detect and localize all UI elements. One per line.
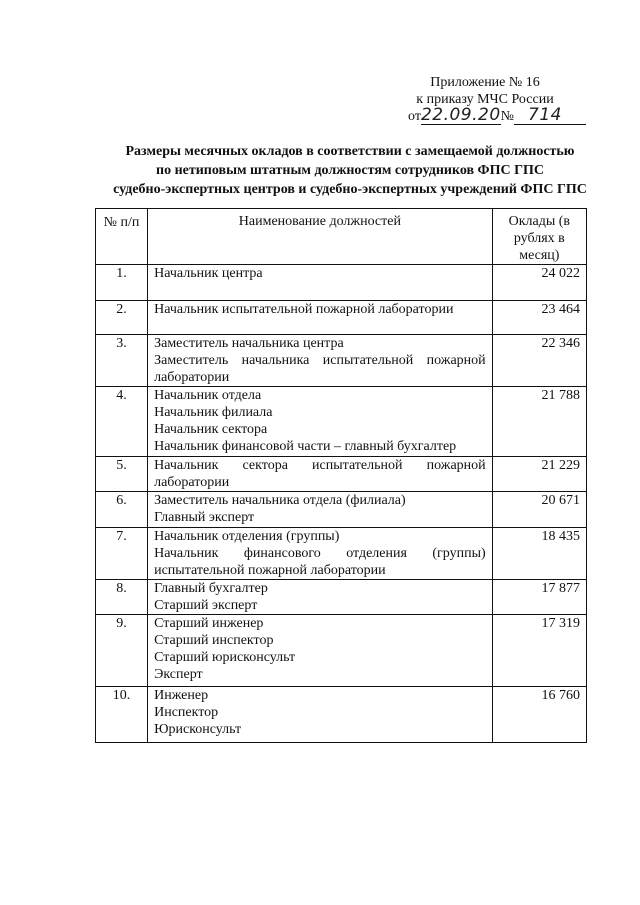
table-row	[96, 387, 587, 457]
row-number: 10.	[96, 687, 148, 743]
header-position-name: Наименование должностей	[148, 209, 493, 265]
row-salary: 18 435	[492, 528, 586, 580]
position-name: Старший инженер	[154, 616, 264, 631]
date-prefix: от	[408, 109, 421, 124]
row-number: 7.	[96, 528, 148, 580]
row-salary: 17 877	[492, 580, 586, 615]
table-row	[96, 687, 587, 743]
handwritten-order-number: 714	[528, 105, 562, 125]
row-positions	[148, 528, 493, 580]
row-number: 4.	[96, 387, 148, 457]
table-row	[96, 457, 587, 492]
row-positions	[148, 492, 493, 528]
row-positions	[148, 457, 493, 492]
document-title	[70, 142, 630, 199]
position-name: Начальник отделения (группы)	[154, 529, 340, 544]
position-name: Главный эксперт	[154, 510, 255, 525]
position-name: Начальник финансового отделения (группы) испытательной пожарной лаборатории	[154, 546, 486, 578]
table-row	[96, 335, 587, 387]
row-positions	[148, 301, 493, 335]
row-number: 2.	[96, 301, 148, 335]
row-positions	[148, 387, 493, 457]
position-name: Начальник финансовой части – главный бухгалтер	[154, 439, 457, 454]
row-number: 1.	[96, 265, 148, 301]
position-name: Инженер	[154, 688, 209, 703]
row-salary: 22 346	[492, 335, 586, 387]
position-name: Начальник сектора испытательной пожарной лаборатории	[154, 458, 486, 490]
appendix-line-1: Приложение № 16	[430, 75, 540, 90]
row-positions	[148, 687, 493, 743]
table-row	[96, 301, 587, 335]
row-salary: 20 671	[492, 492, 586, 528]
position-name: Юрисконсульт	[154, 722, 242, 737]
row-number: 3.	[96, 335, 148, 387]
table-header-row	[96, 209, 587, 265]
row-number: 6.	[96, 492, 148, 528]
table-row	[96, 528, 587, 580]
position-name: Заместитель начальника отдела (филиала)	[154, 493, 406, 508]
row-number: 8.	[96, 580, 148, 615]
row-salary: 24 022	[492, 265, 586, 301]
table-row	[96, 492, 587, 528]
row-salary: 23 464	[492, 301, 586, 335]
row-number: 5.	[96, 457, 148, 492]
position-name: Эксперт	[154, 667, 203, 682]
table-row	[96, 265, 587, 301]
title-line-1: Размеры месячных окладов в соответствии с замещаемой должностью	[125, 144, 575, 159]
row-positions	[148, 615, 493, 687]
appendix-block	[400, 74, 570, 125]
number-prefix: №	[500, 109, 514, 124]
title-line-3: судебно-экспертных центров и судебно-экспертных учреждений ФПС ГПС	[113, 182, 587, 197]
position-name: Заместитель начальника центра	[154, 336, 344, 351]
position-name: Начальник филиала	[154, 405, 273, 420]
row-positions	[148, 335, 493, 387]
row-positions	[148, 265, 493, 301]
order-date-number-line	[400, 105, 570, 125]
position-name: Инспектор	[154, 705, 219, 720]
position-name: Начальник отдела	[154, 388, 262, 403]
table-row	[96, 580, 587, 615]
position-name: Заместитель начальника испытательной пожарной лаборатории	[154, 353, 486, 385]
row-salary: 16 760	[492, 687, 586, 743]
row-salary: 17 319	[492, 615, 586, 687]
row-number: 9.	[96, 615, 148, 687]
position-name: Начальник сектора	[154, 422, 268, 437]
header-number: № п/п	[96, 209, 148, 265]
position-name: Начальник испытательной пожарной лаборатории	[154, 302, 454, 317]
table-row	[96, 615, 587, 687]
title-line-2: по нетиповым штатным должностям сотрудников ФПС ГПС	[156, 163, 544, 178]
position-name: Старший инспектор	[154, 633, 274, 648]
row-salary: 21 229	[492, 457, 586, 492]
header-salary: Оклады (в рублях в месяц)	[492, 209, 586, 265]
position-name: Главный бухгалтер	[154, 581, 268, 596]
salary-table	[95, 208, 587, 743]
position-name: Старший юрисконсульт	[154, 650, 296, 665]
handwritten-date: 22.09.20	[420, 105, 501, 125]
appendix-line-2: к приказу МЧС России	[416, 92, 554, 107]
row-salary: 21 788	[492, 387, 586, 457]
position-name: Начальник центра	[154, 266, 263, 281]
table-body	[96, 265, 587, 743]
row-positions	[148, 580, 493, 615]
position-name: Старший эксперт	[154, 598, 258, 613]
